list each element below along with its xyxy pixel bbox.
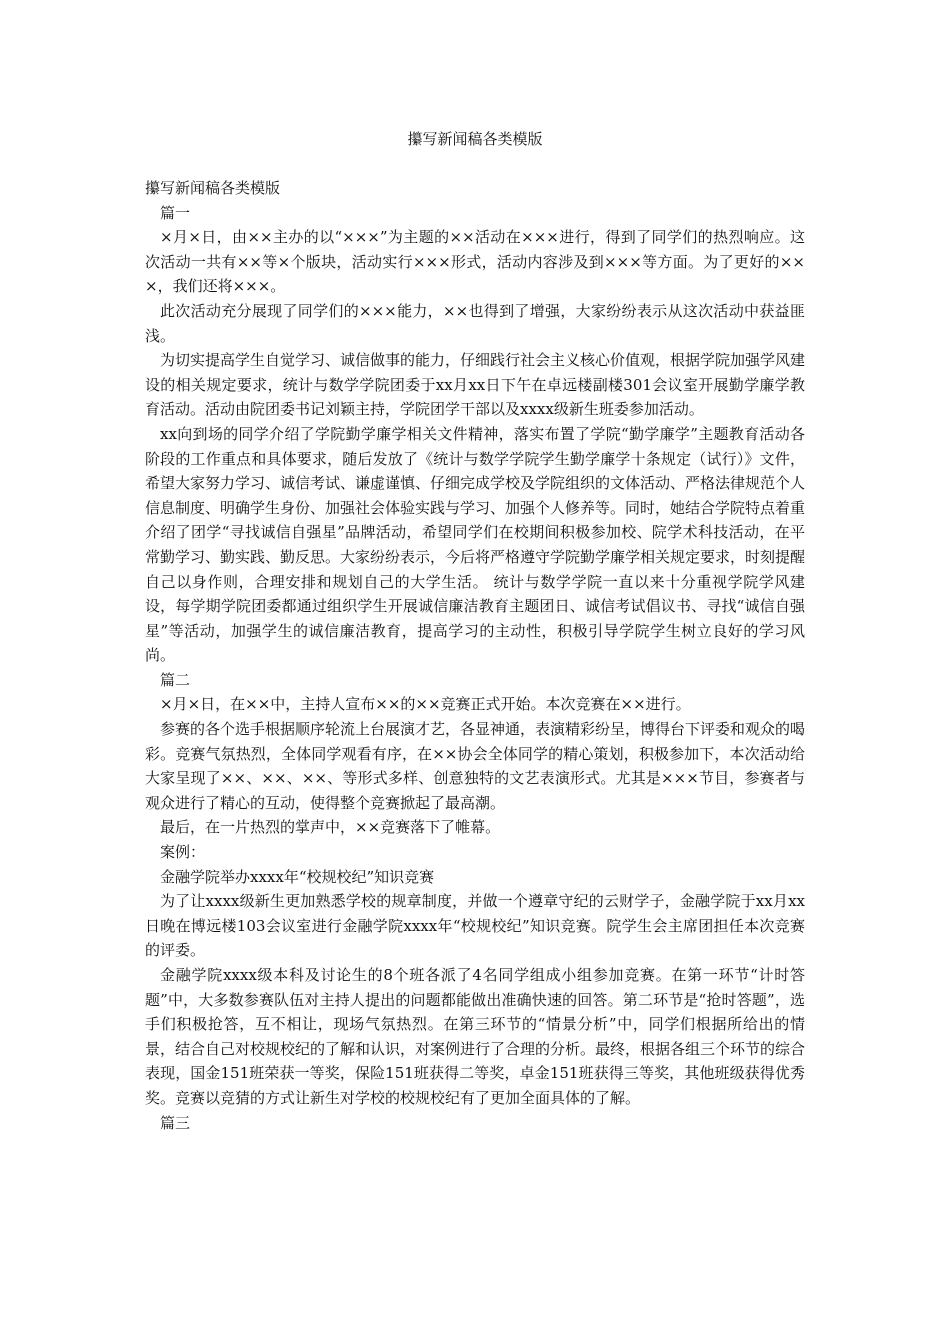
paragraph: 此次活动充分展现了同学们的×××能力，××也得到了增强，大家纷纷表示从这次活动中获益匪浅。 <box>145 301 805 345</box>
case-title: 金融学院举办xxxx年“校规校纪”知识竞赛 <box>160 867 435 886</box>
body-heading: 攥写新闻稿各类模版 <box>145 179 281 197</box>
paragraph: ×月×日，在××中，主持人宣布××的××竞赛正式开始。本次竞赛在××进行。 <box>160 695 691 714</box>
section-label-1: 篇一 <box>160 203 191 222</box>
paragraph: 金融学院xxxx级本科及讨论生的8个班各派了4名同学组成小组参加竞赛。在第一环节“计时答题”中，大多数参赛队伍对主持人提出的问题都能做出准确快速的回答。第二环节是“抢时答题”，选手们积极抢答，互不相让，现场气氛热烈。在第三环节的“情景分析”中，同学们根据所给出的情景，结合自己对校规校纪的了解和认识，对案例进行了合理的分析。最终，根据各组三个环节的综合表现，国金151班荣获一等奖，保险151班获得二等奖，卓金151班获得三等奖，其他班级获得优秀奖。竞赛以竞猜的方式让新生对学校的校规校纪有了更加全面具体的了解。 <box>145 966 806 1107</box>
paragraph: 最后，在一片热烈的掌声中，××竞赛落下了帷幕。 <box>160 818 501 837</box>
paragraph: 参赛的各个选手根据顺序轮流上台展演才艺，各显神通，表演精彩纷呈，博得台下评委和观众的喝彩。竞赛气氛热烈，全体同学观看有序，在××协会全体同学的精心策划，积极参加下，本次活动给大家呈现了××、××、××、等形式多样、创意独特的文艺表演形式。尤其是×××节目，参赛者与观众进行了精心的互动，使得整个竞赛掀起了最高潮。 <box>145 720 806 812</box>
section-label-2: 篇二 <box>160 670 191 689</box>
paragraph: xx向到场的同学介绍了学院勤学廉学相关文件精神，落实布置了学院“勤学廉学”主题教育活动各阶段的工作重点和具体要求，随后发放了《统计与数学学院学生勤学廉学十条规定（试行）》文件，希望大家努力学习、诚信考试、谦虚谨慎、仔细完成学校及学院组织的文体活动、严格法律规范个人信息制度、明确学生身份、加强社会体验实践与学习、加强个人修养等。同时，她结合学院特点着重介绍了团学“寻找诚信自强星”品牌活动，希望同学们在校期间积极参加校、院学术科技活动，在平常勤学习、勤实践、勤反思。大家纷纷表示，今后将严格遵守学院勤学廉学相关规定要求，时刻提醒自己以身作则，合理安排和规划自己的大学生活。 统计与数学学院一直以来十分重视学院学风建设，每学期学院团委都通过组织学生开展诚信廉洁教育主题团日、诚信考试倡议书、寻找“诚信自强星”等活动，加强学生的诚信廉洁教育，提高学习的主动性，积极引导学院学生树立良好的学习风尚。 <box>145 424 806 665</box>
paragraph: 为了让xxxx级新生更加熟悉学校的规章制度，并做一个遵章守纪的云财学子，金融学院于xx月xx日晚在博远楼103会议室进行金融学院xxxx年“校规校纪”知识竞赛。院学生会主席团担任本次竞赛的评委。 <box>145 892 805 960</box>
document-title: 攥写新闻稿各类模版 <box>407 130 543 148</box>
paragraph: 为切实提高学生自觉学习、诚信做事的能力，仔细践行社会主义核心价值观，根据学院加强学风建设的相关规定要求，统计与数学学院团委于xx月xx日下午在卓远楼副楼301会议室开展勤学廉学教育活动。活动由院团委书记刘颖主持，学院团学干部以及xxxx级新生班委参加活动。 <box>145 351 806 419</box>
section-label-3: 篇三 <box>160 1113 191 1132</box>
document-body <box>145 176 805 1135</box>
case-label: 案例： <box>160 843 206 862</box>
paragraph: ×月×日，由××主办的以“×××”为主题的××活动在×××进行，得到了同学们的热烈响应。这次活动一共有××等×个版块，活动实行×××形式，活动内容涉及到×××等方面。为了更好的×××，我们还将×××。 <box>145 228 805 296</box>
